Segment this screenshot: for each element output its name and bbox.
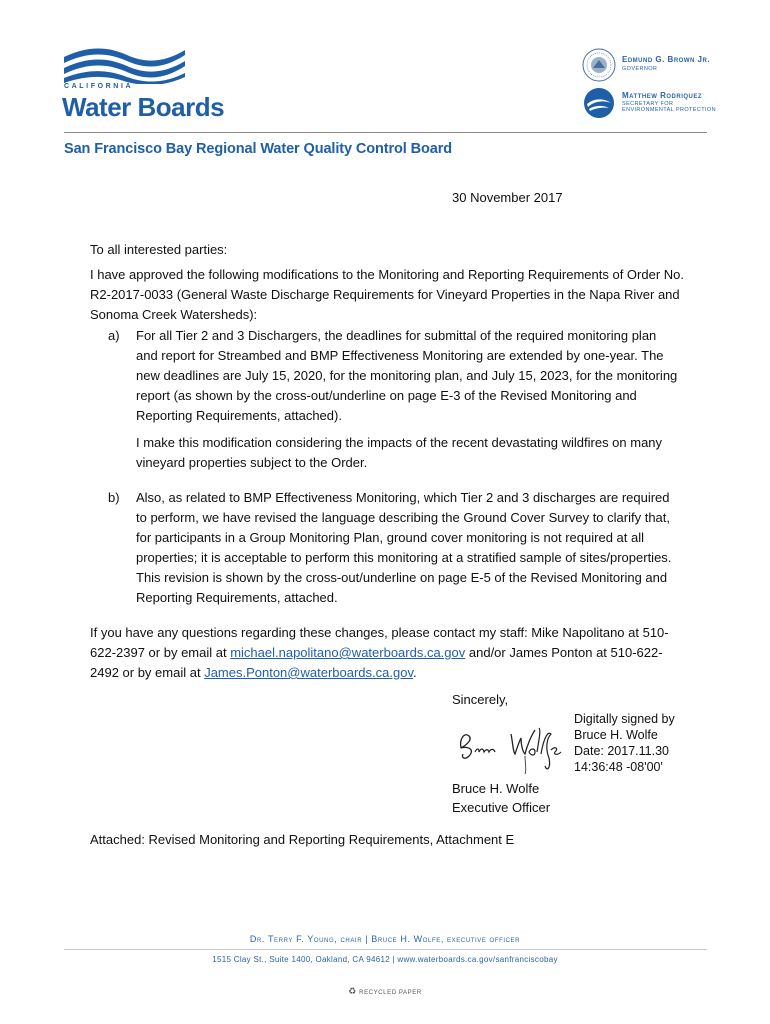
footer-address: 1515 Clay St., Suite 1400, Oakland, CA 94612 | www.waterboards.ca.gov/sanfranciscobay xyxy=(212,955,558,964)
governor-title: GOVERNOR xyxy=(622,66,658,72)
header-divider xyxy=(64,132,707,133)
recycled-paper-label: RECYCLED PAPER xyxy=(359,990,422,996)
contact-text: . xyxy=(412,665,417,680)
board-name: San Francisco Bay Regional Water Quality Control Board xyxy=(64,141,453,157)
list-item-label: b) xyxy=(108,490,120,505)
list-item xyxy=(108,488,678,608)
digital-signature-line: Digitally signed by xyxy=(574,712,675,726)
secretary-title-line1: SECRETARY FOR xyxy=(622,101,674,107)
attachment-note: Attached: Revised Monitoring and Reporting Requirements, Attachment E xyxy=(90,832,515,847)
signer-name: Bruce H. Wolfe xyxy=(452,781,540,796)
footer-officers: Dr. Terry F. Young, chair | Bruce H. Wolfe, executive officer xyxy=(249,934,521,944)
logo-california-text: CALIFORNIA xyxy=(64,83,134,90)
signer-title: Executive Officer xyxy=(452,800,551,815)
intro-paragraph: I have approved the following modifications to the Monitoring and Reporting Requirements of Order No. R2-2017-0033 (General Waste Discharge Requirements for Vineyard Properties in the Napa River and Sonoma Creek Watersheds): xyxy=(90,267,684,322)
calepa-emblem-icon xyxy=(582,86,616,120)
water-boards-logo-waves-icon xyxy=(62,44,187,84)
closing: Sincerely, xyxy=(452,692,509,707)
governor-name: Edmund G. Brown Jr. xyxy=(622,55,711,64)
salutation: To all interested parties: xyxy=(90,242,228,257)
list-item-paragraph: Also, as related to BMP Effectiveness Monitoring, which Tier 2 and 3 discharges are required to perform, we have revised the language describing the Ground Cover Survey to clarify that, for participants in a Group Monitoring Plan, ground cover monitoring is not required at all properties; it is acceptable to perform this monitoring at a stratified sample of sites/properties. This revision is shown by the cross-out/underline on page E-5 of the Revised Monitoring and Reporting Requirements, attached. xyxy=(136,490,672,605)
list-item-paragraph: For all Tier 2 and 3 Dischargers, the deadlines for submittal of the required monitoring plan and report for Streambed and BMP Effectiveness Monitoring are extended by one-year. The new deadlines are July 15, 2020, for the monitoring plan, and July 15, 2023, for the monitoring report (as shown by the cross-out/underline on page E-3 of the Revised Monitoring and Reporting Requirements, attached). xyxy=(136,328,678,423)
digital-signature-line: 14:36:48 -08'00' xyxy=(574,760,663,774)
list-item-paragraph: I make this modification considering the impacts of the recent devastating wildfires on many vineyard properties subject to the Order. xyxy=(136,435,663,470)
california-seal-icon xyxy=(582,48,616,82)
secretary-name: Matthew Rodriquez xyxy=(622,91,703,100)
digital-signature-line: Date: 2017.11.30 xyxy=(574,744,669,758)
email-link-napolitano[interactable]: michael.napolitano@waterboards.ca.gov xyxy=(230,645,466,660)
logo-water-boards-text: Water Boards xyxy=(62,92,225,122)
digital-signature-line: Bruce H. Wolfe xyxy=(574,728,658,742)
email-link-ponton[interactable]: James.Ponton@waterboards.ca.gov xyxy=(204,665,413,680)
list-item xyxy=(108,326,678,473)
contact-text: If you have any questions regarding these changes, please contact my staff: Mike Napolitano at 510-622-2397 or by email at xyxy=(90,625,669,660)
handwritten-signature-icon xyxy=(455,718,567,774)
recycled-paper-note xyxy=(0,986,770,997)
secretary-title-line2: ENVIRONMENTAL PROTECTION xyxy=(622,107,716,113)
footer-divider xyxy=(64,949,707,950)
digital-signature-block xyxy=(574,711,675,775)
letter-date: 30 November 2017 xyxy=(452,190,563,205)
contact-paragraph xyxy=(90,623,690,683)
recycle-icon: ♻ xyxy=(348,986,357,996)
contact-text: and/or James Ponton at 510-622-2492 or by email at xyxy=(90,645,663,680)
list-item-label: a) xyxy=(108,328,120,343)
